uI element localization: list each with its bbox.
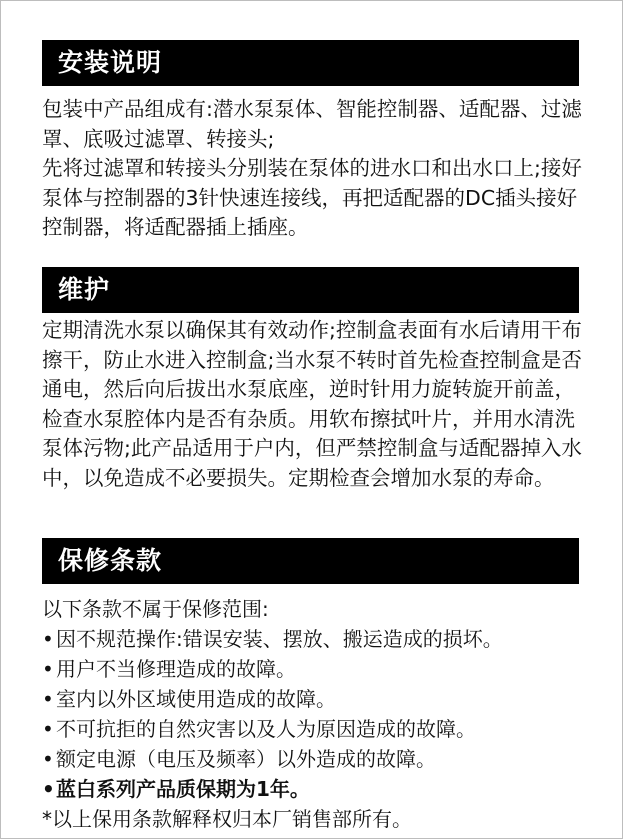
install-section-header: 安装说明 bbox=[42, 40, 579, 86]
warranty-section-header: 保修条款 bbox=[42, 538, 579, 584]
maintenance-paragraph: 定期清洗水泵以确保其有效动作;控制盒表面有水后请用干布擦干，防止水进入控制盒;当水泵不转时首先检查控制盒是否通电，然后向后拔出水泵底座，逆时针用力旋转旋开前盖，检查水泵腔体内是否有杂质。用软布擦拭叶片，并用水清洗泵体污物;此产品适用于户内，但严禁控制盒与适配器掉入水中，以免造成不必要损失。定期检查会增加水泵的寿命。 bbox=[42, 318, 582, 490]
warranty-period-item: • 蓝白系列产品质保期为1年。 bbox=[42, 774, 612, 804]
install-paragraph-contents: 包装中产品组成有:潜水泵泵体、智能控制器、适配器、过滤罩、底吸过滤罩、转接头; bbox=[42, 97, 582, 151]
warranty-item: • 用户不当修理造成的故障。 bbox=[42, 654, 612, 684]
warranty-intro: 以下条款不属于保修范围: bbox=[42, 597, 269, 621]
warranty-item: • 室内以外区域使用造成的故障。 bbox=[42, 684, 612, 714]
warranty-item: • 不可抗拒的自然灾害以及人为原因造成的故障。 bbox=[42, 714, 612, 744]
install-paragraph-steps: 先将过滤罩和转接头分别装在泵体的进水口和出水口上;接好泵体与控制器的3针快速连接线，再把适配器的DC插头接好控制器，将适配器插上插座。 bbox=[42, 156, 582, 240]
warranty-item: • 额定电源（电压及频率）以外造成的故障。 bbox=[42, 744, 612, 774]
warranty-item: • 因不规范操作:错误安装、摆放、搬运造成的损坏。 bbox=[42, 624, 612, 654]
maintenance-section-header: 维护 bbox=[42, 267, 579, 313]
warranty-footnote: *以上保用条款解释权归本厂销售部所有。 bbox=[42, 807, 412, 831]
warranty-terms bbox=[42, 594, 612, 834]
